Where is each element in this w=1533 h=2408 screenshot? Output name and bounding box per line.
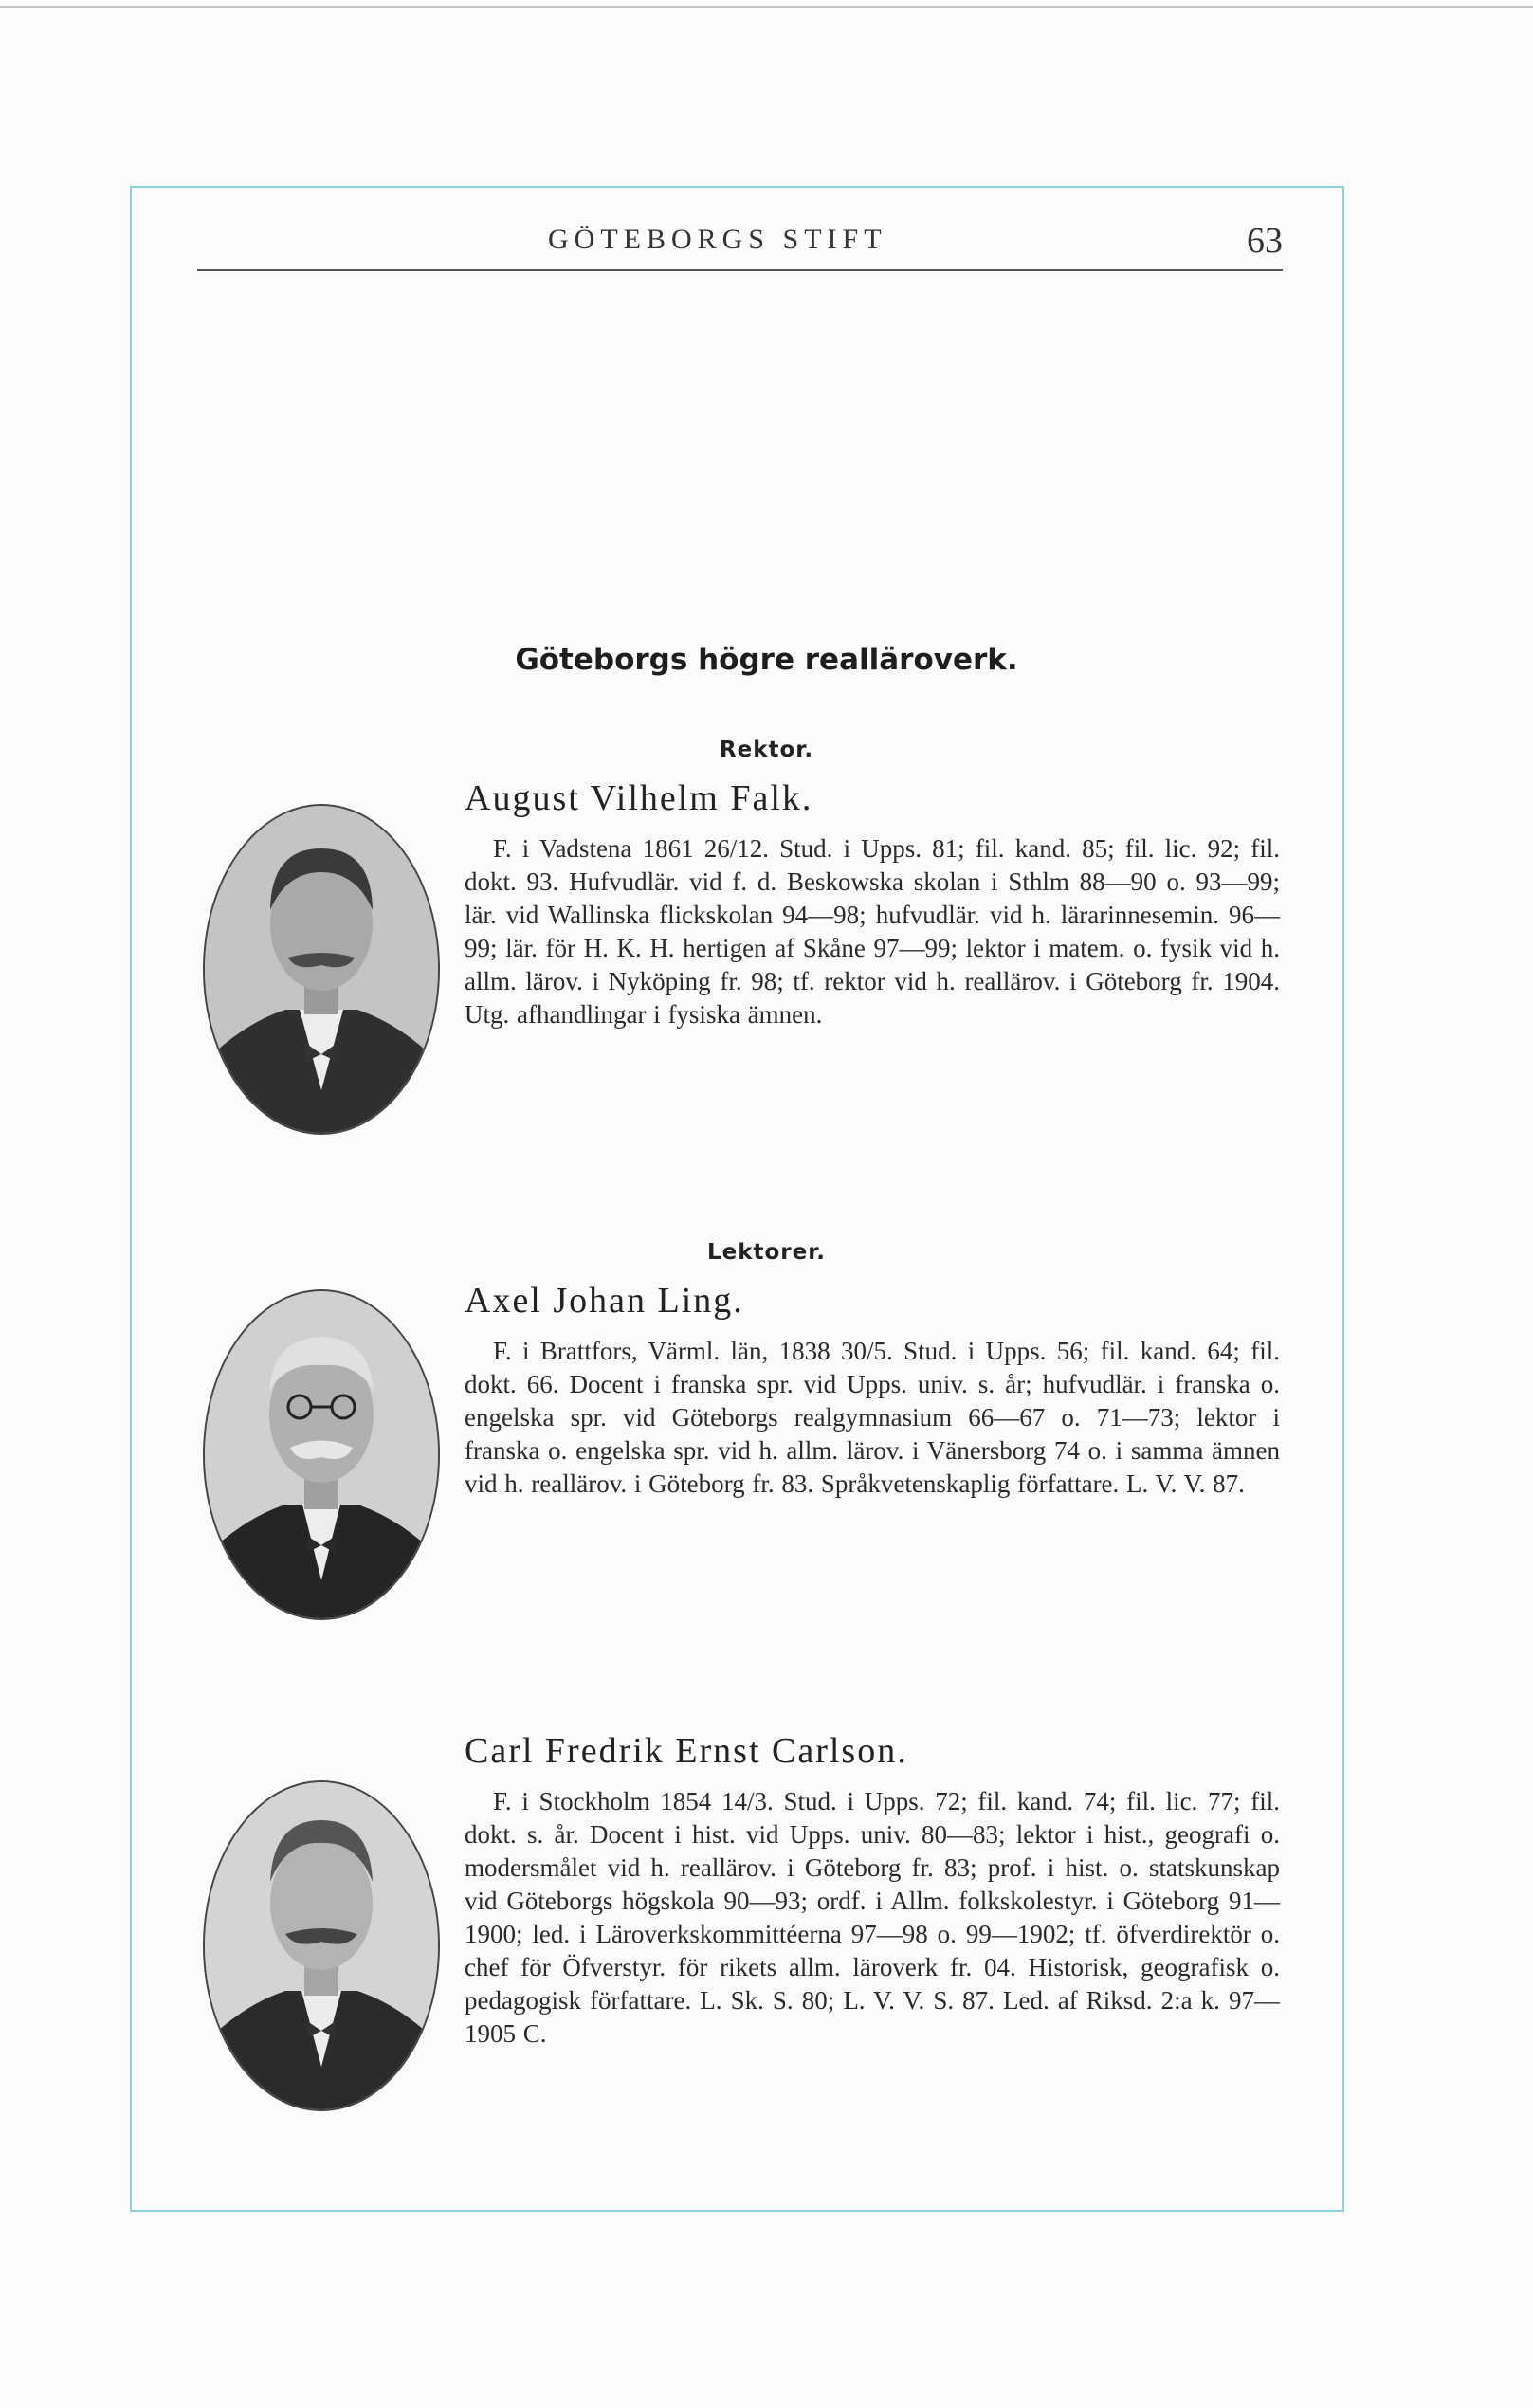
page-number: 63 bbox=[1247, 221, 1283, 261]
rektor-heading: Rektor. bbox=[719, 738, 814, 762]
portrait-falk bbox=[203, 804, 440, 1135]
person-bio: F. i Stockholm 1854 14/3. Stud. i Upps. 72; fil. kand. 74; fil. lic. 77; fil. dokt. s. år. Docent i hist. vid Upps. univ. 80—83; lektor i hist., geografi o. modersmålet vid h. reallärov. i Göteborg fr. 83; prof. i hist. o. statskunskap vid Göteborgs högskola 90—93; ordf. i Allm. folkskolestyr. i Göteborg 91—1900; led. i Läroverkskommittéerna 97—98 o. 99—1902; tf. öfverdirektör o. chef för Öfverstyr. för rikets allm. läroverk fr. 04. Historisk, geografisk o. pedagogisk författare. L. Sk. S. 80; L. V. V. S. 87. Led. af Riksd. 2:a k. 97—1905 C. bbox=[465, 1787, 1280, 2048]
running-head bbox=[197, 220, 1283, 271]
person-name: Axel Johan Ling. bbox=[465, 1281, 744, 1321]
running-title: GÖTEBORGS STIFT bbox=[548, 224, 887, 255]
person-bio: F. i Vadstena 1861 26/12. Stud. i Upps. 81; fil. kand. 85; fil. lic. 92; fil. dokt. 93. Hufvudlär. vid f. d. Beskowska skolan i Sthlm 88—90 o. 93—99; lär. vid Wallinska flickskolan 94—98; hufvudlär. vid h. lärarinnesemin. 96—99; lär. för H. K. H. hertigen af Skåne 97—99; lektor i matem. o. fysik vid h. allm. lärov. i Nyköping fr. 98; tf. rektor vid h. reallärov. i Göteborg fr. 1904. Utg. afhandlingar i fysiska ämnen. bbox=[465, 834, 1280, 1029]
person-bio: F. i Brattfors, Värml. län, 1838 30/5. Stud. i Upps. 56; fil. kand. 64; fil. dokt. 66. Docent i franska spr. vid Upps. univ. s. år; hufvudlär. i franska o. engelska spr. vid Göteborgs realgymnasium 66—67 o. 71—73; lektor i franska o. engelska spr. vid h. allm. lärov. i Vänersborg 74 o. i samma ämnen vid h. reallärov. i Göteborg fr. 83. Språkvetenskaplig författare. L. V. V. 87. bbox=[465, 1337, 1280, 1498]
portrait-carlson bbox=[203, 1780, 440, 2111]
entry-carlson bbox=[465, 1730, 1280, 2051]
top-edge-rule bbox=[0, 6, 1533, 8]
section-title: Göteborgs högre realläroverk. bbox=[515, 643, 1018, 677]
person-name: Carl Fredrik Ernst Carlson. bbox=[465, 1731, 908, 1771]
entry-ling bbox=[465, 1280, 1280, 1501]
entry-falk bbox=[465, 777, 1280, 1031]
lektorer-heading: Lektorer. bbox=[706, 1240, 827, 1265]
portrait-ling bbox=[203, 1289, 440, 1620]
person-name: August Vilhelm Falk. bbox=[465, 778, 813, 818]
